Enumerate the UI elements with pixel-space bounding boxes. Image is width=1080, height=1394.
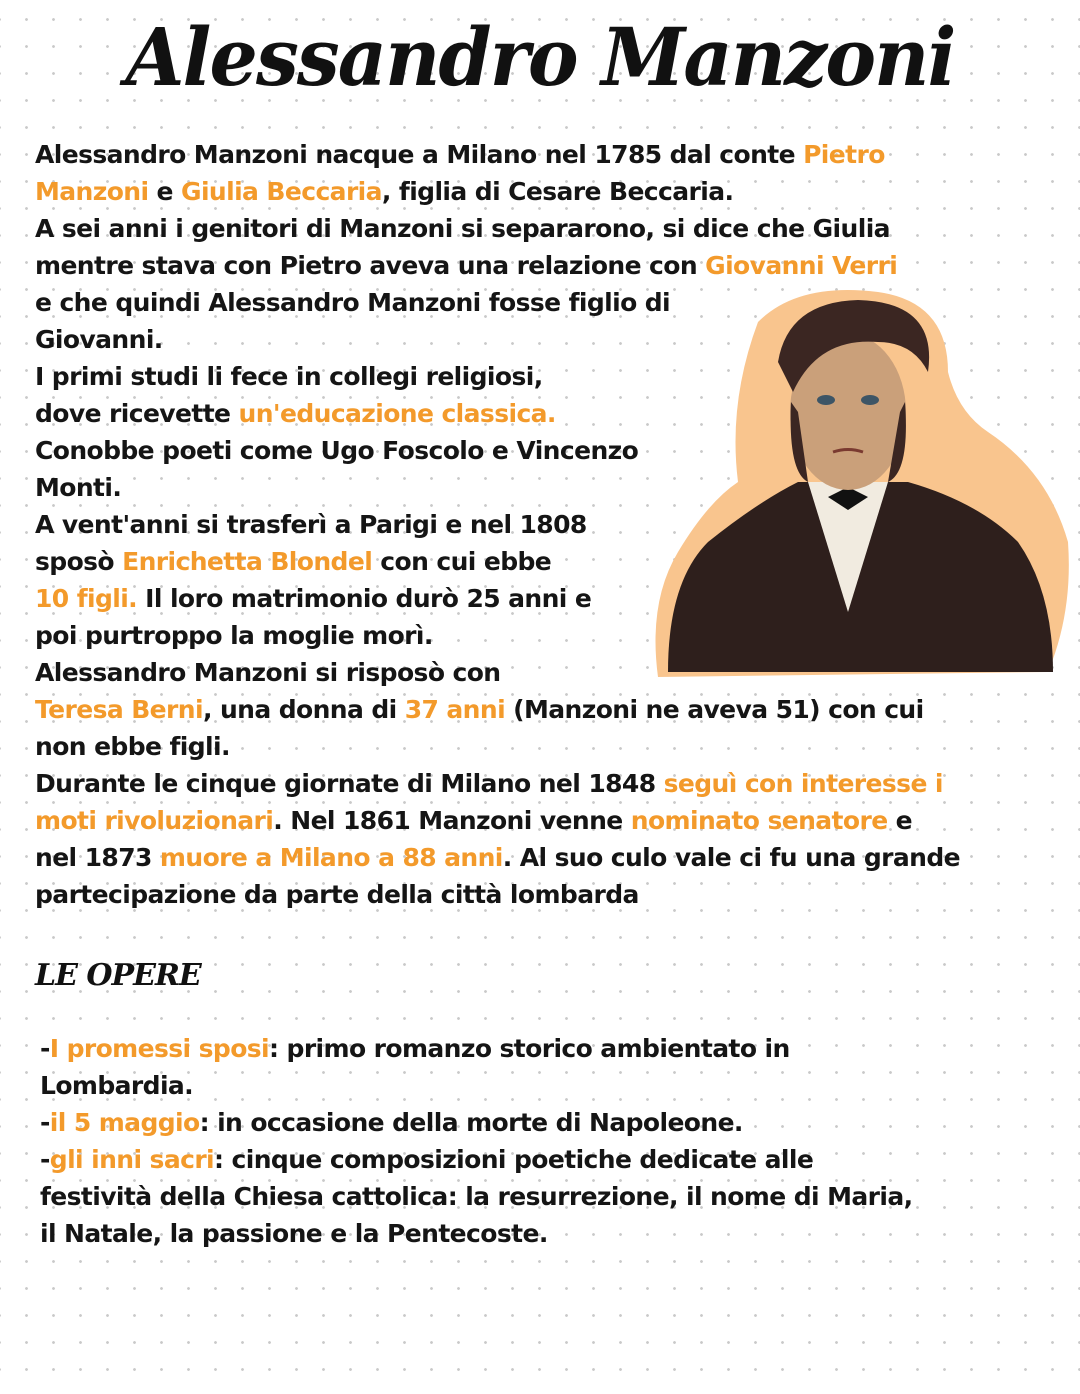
highlighted-text: muore a Milano a 88 anni xyxy=(159,843,503,872)
text-segment: Conobbe poeti come Ugo Foscolo e Vincenzo xyxy=(35,436,639,465)
text-segment: Monti. xyxy=(35,473,122,502)
highlighted-text: Giovanni Verri xyxy=(705,251,898,280)
text-segment: : in occasione della morte di Napoleone. xyxy=(199,1108,743,1137)
bio-line xyxy=(35,543,960,580)
text-segment: mentre stava con Pietro aveva una relazione con xyxy=(35,251,706,280)
text-segment: A vent'anni si trasferì a Parigi e nel 1808 xyxy=(35,510,587,539)
highlighted-text: Giulia Beccaria xyxy=(181,177,382,206)
highlighted-text: un'educazione classica. xyxy=(238,399,556,428)
text-segment: con cui ebbe xyxy=(372,547,552,576)
works-heading: LE OPERE xyxy=(35,958,201,993)
highlighted-text: Manzoni xyxy=(35,177,149,206)
text-segment: il Natale, la passione e la Pentecoste. xyxy=(40,1219,548,1248)
highlighted-text: Pietro xyxy=(803,140,885,169)
works-line xyxy=(40,1030,912,1067)
bio-line xyxy=(35,839,960,876)
bio-line xyxy=(35,469,960,506)
bio-line xyxy=(35,284,960,321)
works-list xyxy=(40,1030,912,1252)
text-segment: (Manzoni ne aveva 51) con cui xyxy=(505,695,924,724)
text-segment: : cinque composizioni poetiche dedicate alle xyxy=(214,1145,814,1174)
text-segment: : primo romanzo storico ambientato in xyxy=(269,1034,790,1063)
text-segment: . Al suo culo vale ci fu una grande xyxy=(502,843,961,872)
bio-line xyxy=(35,210,960,247)
highlighted-text: I promessi sposi xyxy=(49,1034,270,1063)
bio-line xyxy=(35,395,960,432)
bio-line xyxy=(35,321,960,358)
highlighted-text: Teresa Berni xyxy=(35,695,203,724)
text-segment: dove ricevette xyxy=(35,399,239,428)
text-segment: poi purtroppo la moglie morì. xyxy=(35,621,433,650)
text-segment: partecipazione da parte della città lombarda xyxy=(35,880,639,909)
text-segment: festività della Chiesa cattolica: la resurrezione, il nome di Maria, xyxy=(40,1182,913,1211)
highlighted-text: seguì con interesse i xyxy=(663,769,943,798)
text-segment: - xyxy=(40,1034,50,1063)
highlighted-text: nominato senatore xyxy=(630,806,888,835)
highlighted-text: Enrichetta Blondel xyxy=(122,547,373,576)
bio-line xyxy=(35,506,960,543)
highlighted-text: moti rivoluzionari xyxy=(35,806,274,835)
works-line xyxy=(40,1067,912,1104)
works-line xyxy=(40,1178,912,1215)
text-segment: I primi studi li fece in collegi religiosi, xyxy=(35,362,543,391)
bio-line xyxy=(35,654,960,691)
text-segment: Alessandro Manzoni nacque a Milano nel 1785 dal conte xyxy=(35,140,804,169)
biography-text xyxy=(35,136,960,913)
highlighted-text: 10 figli. xyxy=(35,584,138,613)
text-segment: - xyxy=(40,1145,50,1174)
bio-line xyxy=(35,802,960,839)
works-line xyxy=(40,1104,912,1141)
highlighted-text: il 5 maggio xyxy=(49,1108,200,1137)
bio-line xyxy=(35,765,960,802)
text-segment: Il loro matrimonio durò 25 anni e xyxy=(137,584,592,613)
text-segment: , una donna di xyxy=(202,695,405,724)
highlighted-text: 37 anni xyxy=(404,695,506,724)
text-segment: sposò xyxy=(35,547,123,576)
bio-line xyxy=(35,580,960,617)
bio-line xyxy=(35,247,960,284)
text-segment: - xyxy=(40,1108,50,1137)
text-segment: e xyxy=(148,177,182,206)
works-line xyxy=(40,1141,912,1178)
text-segment: Lombardia. xyxy=(40,1071,194,1100)
works-line xyxy=(40,1215,912,1252)
text-segment: Alessandro Manzoni si risposò con xyxy=(35,658,501,687)
bio-line xyxy=(35,876,960,913)
text-segment: , figlia di Cesare Beccaria. xyxy=(381,177,734,206)
text-segment: e che quindi Alessandro Manzoni fosse figlio di xyxy=(35,288,671,317)
bio-line xyxy=(35,617,960,654)
bio-line xyxy=(35,173,960,210)
text-segment: non ebbe figli. xyxy=(35,732,230,761)
bio-line xyxy=(35,358,960,395)
text-segment: Durante le cinque giornate di Milano nel 1848 xyxy=(35,769,664,798)
page-title: Alessandro Manzoni xyxy=(125,10,955,104)
bio-line xyxy=(35,728,960,765)
highlighted-text: gli inni sacri xyxy=(49,1145,215,1174)
bio-line xyxy=(35,136,960,173)
text-segment: . Nel 1861 Manzoni venne xyxy=(273,806,631,835)
bio-line xyxy=(35,432,960,469)
bio-line xyxy=(35,691,960,728)
text-segment: nel 1873 xyxy=(35,843,160,872)
text-segment: A sei anni i genitori di Manzoni si separarono, si dice che Giulia xyxy=(35,214,890,243)
text-segment: Giovanni. xyxy=(35,325,163,354)
text-segment: e xyxy=(887,806,913,835)
